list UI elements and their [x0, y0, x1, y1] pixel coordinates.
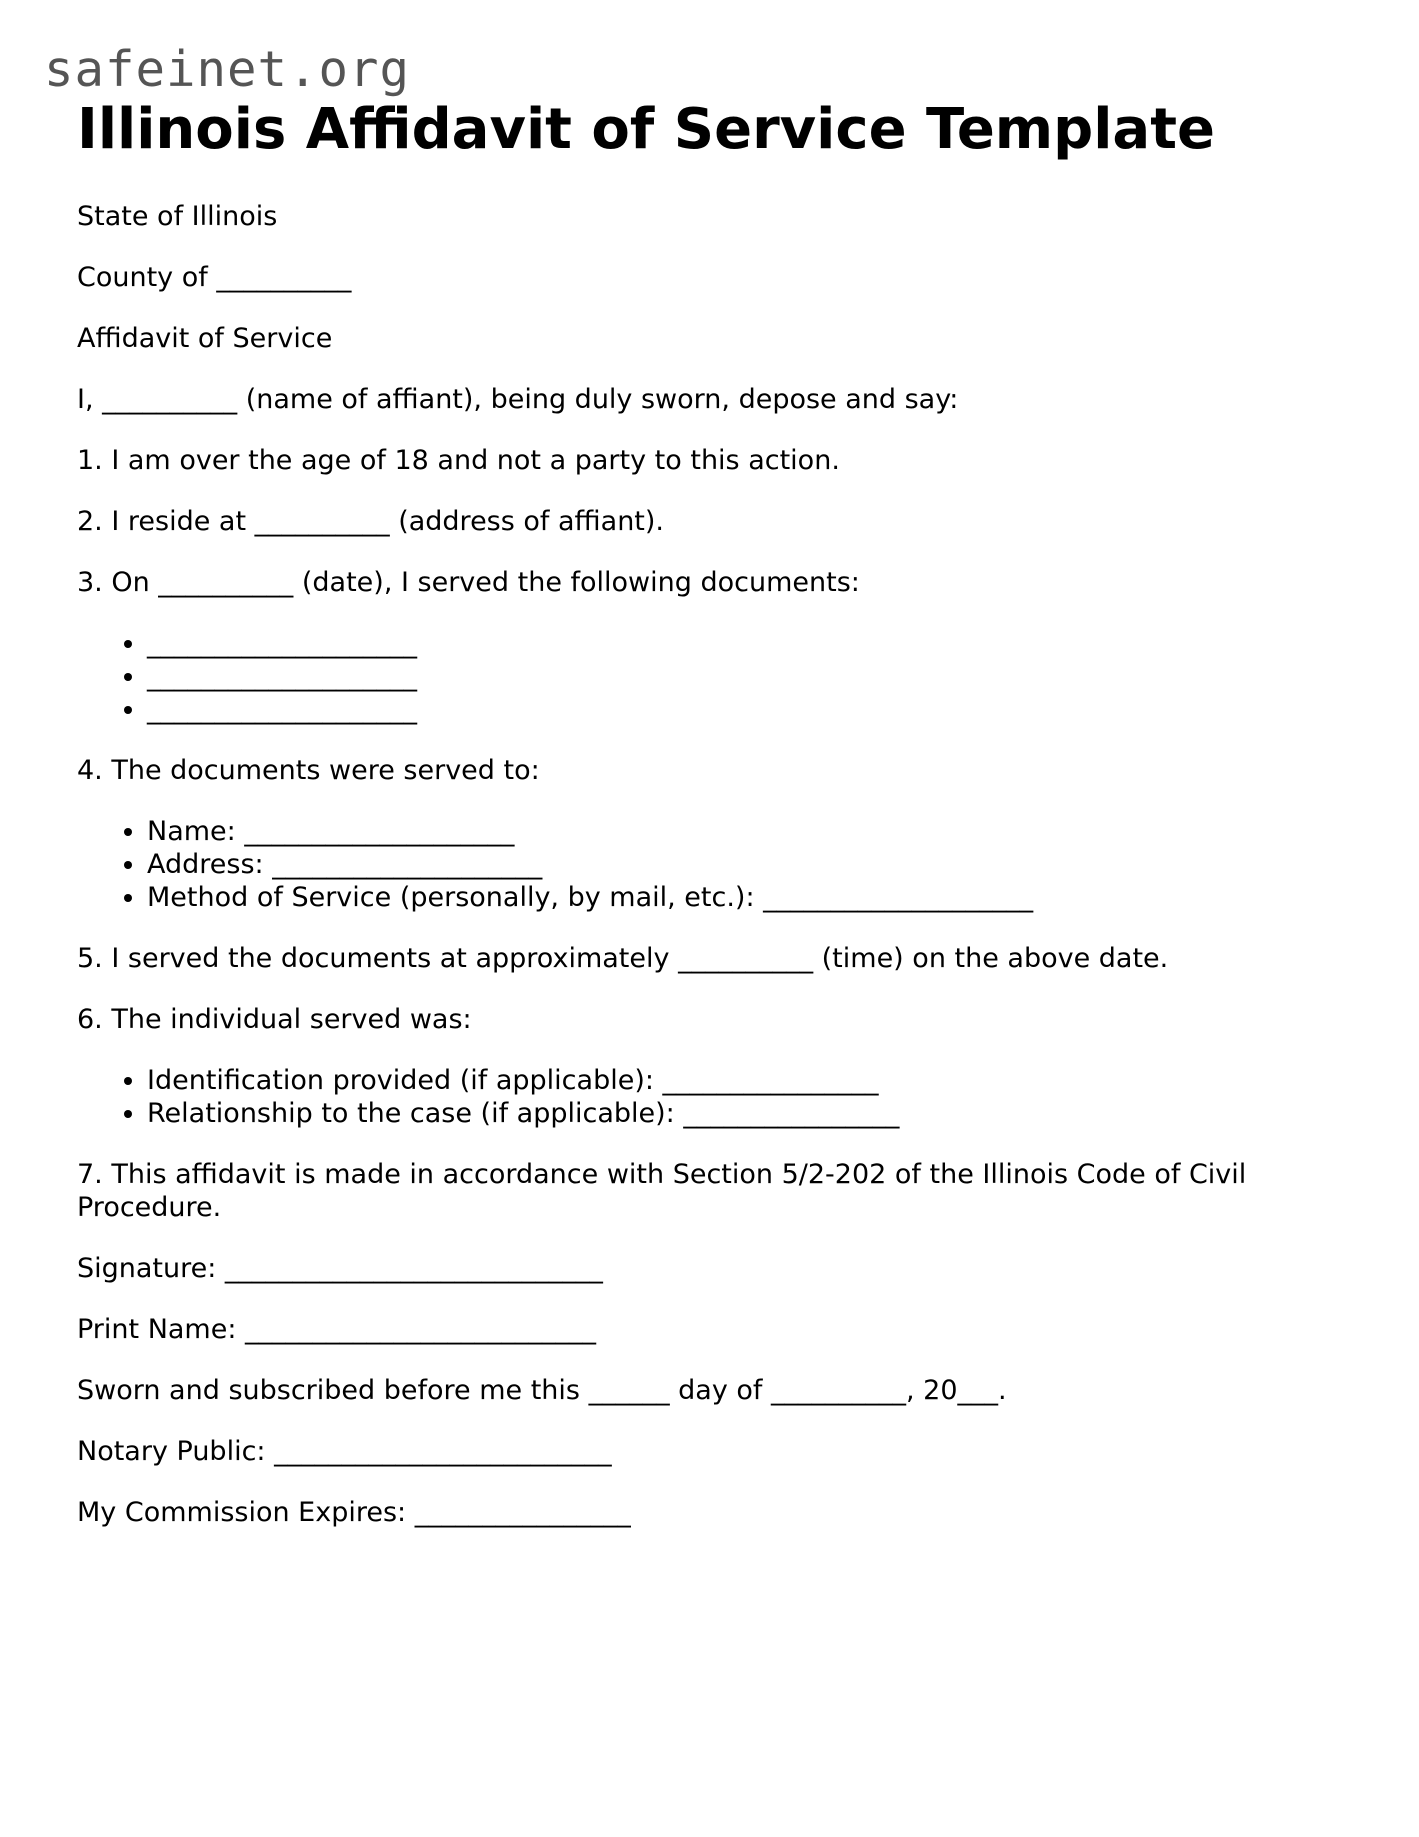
watermark: safeinet.org	[44, 41, 411, 98]
sworn-line: Sworn and subscribed before me this ______ day of __________, 20___.	[77, 1375, 1007, 1406]
document-blank: • ____________________	[147, 627, 1357, 660]
paragraph-5: 5. I served the documents at approximately __________ (time) on the above date.	[77, 943, 1169, 974]
paragraph-6: 6. The individual served was:	[77, 1004, 472, 1035]
county-line: County of __________	[77, 262, 352, 293]
intro-line: I, __________ (name of affiant), being duly sworn, depose and say:	[77, 384, 959, 415]
signature-line: Signature: ____________________________	[77, 1253, 603, 1284]
served-name: • Name: ____________________	[147, 815, 1357, 848]
document-body	[77, 200, 1357, 1557]
commission-line: My Commission Expires: ________________	[77, 1497, 631, 1528]
notary-line: Notary Public: _________________________	[77, 1436, 612, 1467]
print-name-line: Print Name: __________________________	[77, 1314, 597, 1345]
paragraph-4: 4. The documents were served to:	[77, 755, 540, 786]
paragraph-7: 7. This affidavit is made in accordance with Section 5/2-202 of the Illinois Code of Civil Procedure.	[77, 1159, 1247, 1223]
served-method: • Method of Service (personally, by mail, etc.): ____________________	[147, 881, 1357, 914]
identification-item: • Identification provided (if applicable): ________________	[147, 1064, 1357, 1097]
documents-list	[77, 627, 1357, 726]
affidavit-heading: Affidavit of Service	[77, 323, 333, 354]
individual-list	[77, 1064, 1357, 1130]
page-title: Illinois Affidavit of Service Template	[77, 97, 1215, 162]
relationship-item: • Relationship to the case (if applicable): ________________	[147, 1097, 1357, 1130]
document-blank: • ____________________	[147, 693, 1357, 726]
paragraph-1: 1. I am over the age of 18 and not a party to this action.	[77, 445, 840, 476]
paragraph-3: 3. On __________ (date), I served the following documents:	[77, 567, 860, 598]
served-address: • Address: ____________________	[147, 848, 1357, 881]
state-line: State of Illinois	[77, 201, 278, 232]
paragraph-2: 2. I reside at __________ (address of affiant).	[77, 506, 665, 537]
document-blank: • ____________________	[147, 660, 1357, 693]
served-to-list	[77, 815, 1357, 914]
